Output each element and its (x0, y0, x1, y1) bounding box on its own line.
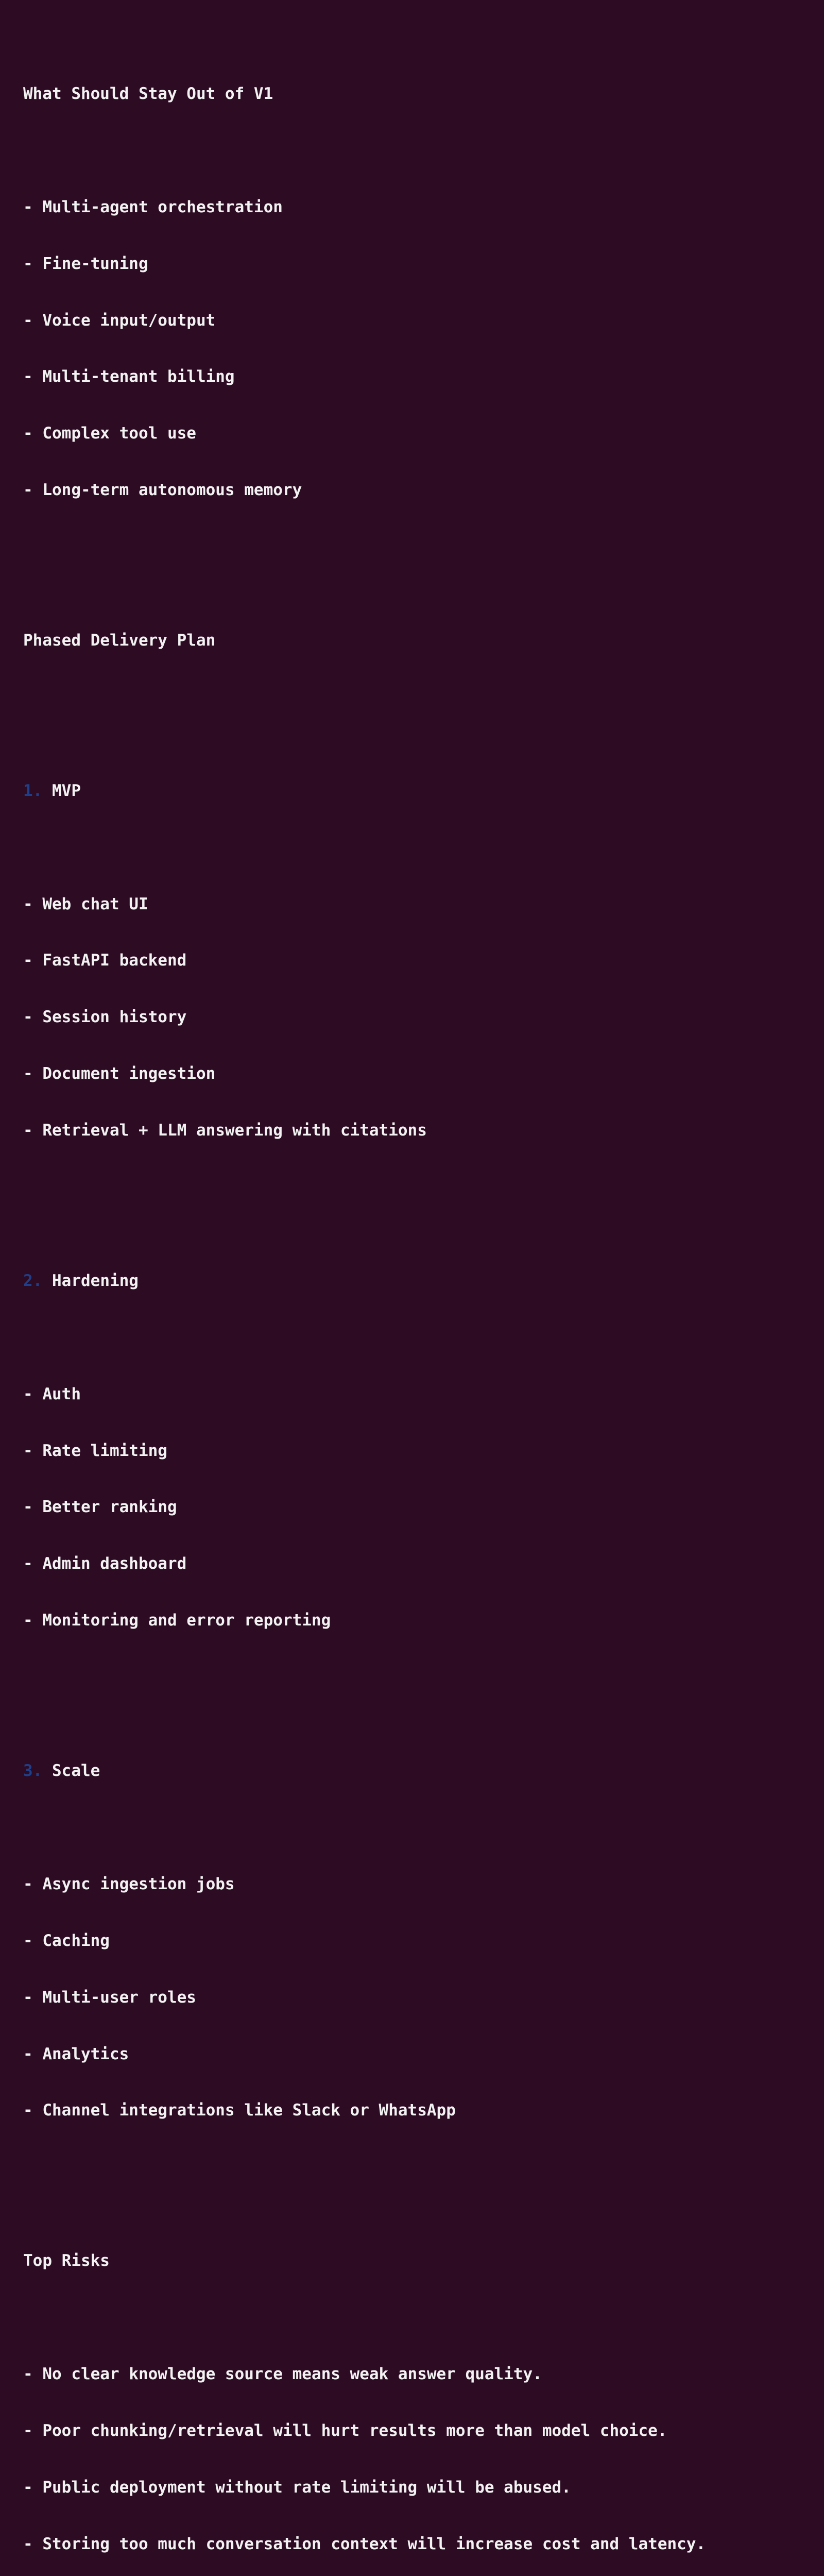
phase-title: MVP (52, 781, 81, 800)
phase-number: 2. (23, 1271, 43, 1290)
list-item: - Poor chunking/retrieval will hurt results more than model choice. (23, 2421, 667, 2440)
list-item: - Better ranking (23, 1498, 177, 1517)
list-item: - Session history (23, 1008, 187, 1027)
list-item: - Web chat UI (23, 894, 148, 913)
list-item: - Retrieval + LLM answering with citations (23, 1121, 427, 1140)
list-item: - FastAPI backend (23, 951, 187, 970)
list-item: - Multi-user roles (23, 1988, 196, 2007)
phase-number: 1. (23, 781, 43, 800)
blank-line (23, 688, 824, 707)
phase-heading-hardening (23, 1272, 824, 1291)
phase-number: 3. (23, 1761, 43, 1781)
blank-line (23, 1178, 824, 1197)
list-item: - No clear knowledge source means weak answer quality. (23, 2364, 542, 2383)
blank-line (23, 2158, 824, 2177)
list-item: - Public deployment without rate limiting will be abused. (23, 2478, 571, 2497)
list-item: - Admin dashboard (23, 1554, 187, 1573)
blank-line (23, 838, 824, 858)
blank-line (23, 537, 824, 557)
list-item: - Voice input/output (23, 311, 216, 330)
list-item: - Long-term autonomous memory (23, 481, 302, 500)
blank-line (23, 1328, 824, 1348)
phase-title: Hardening (52, 1271, 139, 1290)
list-item: - Async ingestion jobs (23, 1874, 235, 1893)
phase-heading-scale (23, 1761, 824, 1781)
section-heading-out-of-v1: What Should Stay Out of V1 (23, 84, 273, 103)
list-item: - Caching (23, 1931, 110, 1950)
list-item: - Auth (23, 1384, 81, 1403)
list-item: - Channel integrations like Slack or WhatsApp (23, 2101, 456, 2120)
list-item: - Analytics (23, 2044, 129, 2063)
phase-heading-mvp (23, 782, 824, 801)
list-item: - Rate limiting (23, 1441, 167, 1460)
section-heading-top-risks: Top Risks (23, 2251, 110, 2270)
blank-line (23, 141, 824, 161)
blank-line (23, 1818, 824, 1838)
phase-title: Scale (52, 1761, 100, 1781)
list-item: - Document ingestion (23, 1064, 216, 1083)
list-item: - Multi-agent orchestration (23, 197, 283, 216)
list-item: - Multi-tenant billing (23, 367, 235, 386)
section-heading-phased-plan: Phased Delivery Plan (23, 631, 216, 650)
blank-line (23, 1668, 824, 1687)
list-item: - Fine-tuning (23, 254, 148, 273)
blank-line (23, 2308, 824, 2328)
list-item: - Storing too much conversation context will increase cost and latency. (23, 2534, 706, 2553)
list-item: - Complex tool use (23, 424, 196, 443)
list-item: - Monitoring and error reporting (23, 1611, 331, 1630)
